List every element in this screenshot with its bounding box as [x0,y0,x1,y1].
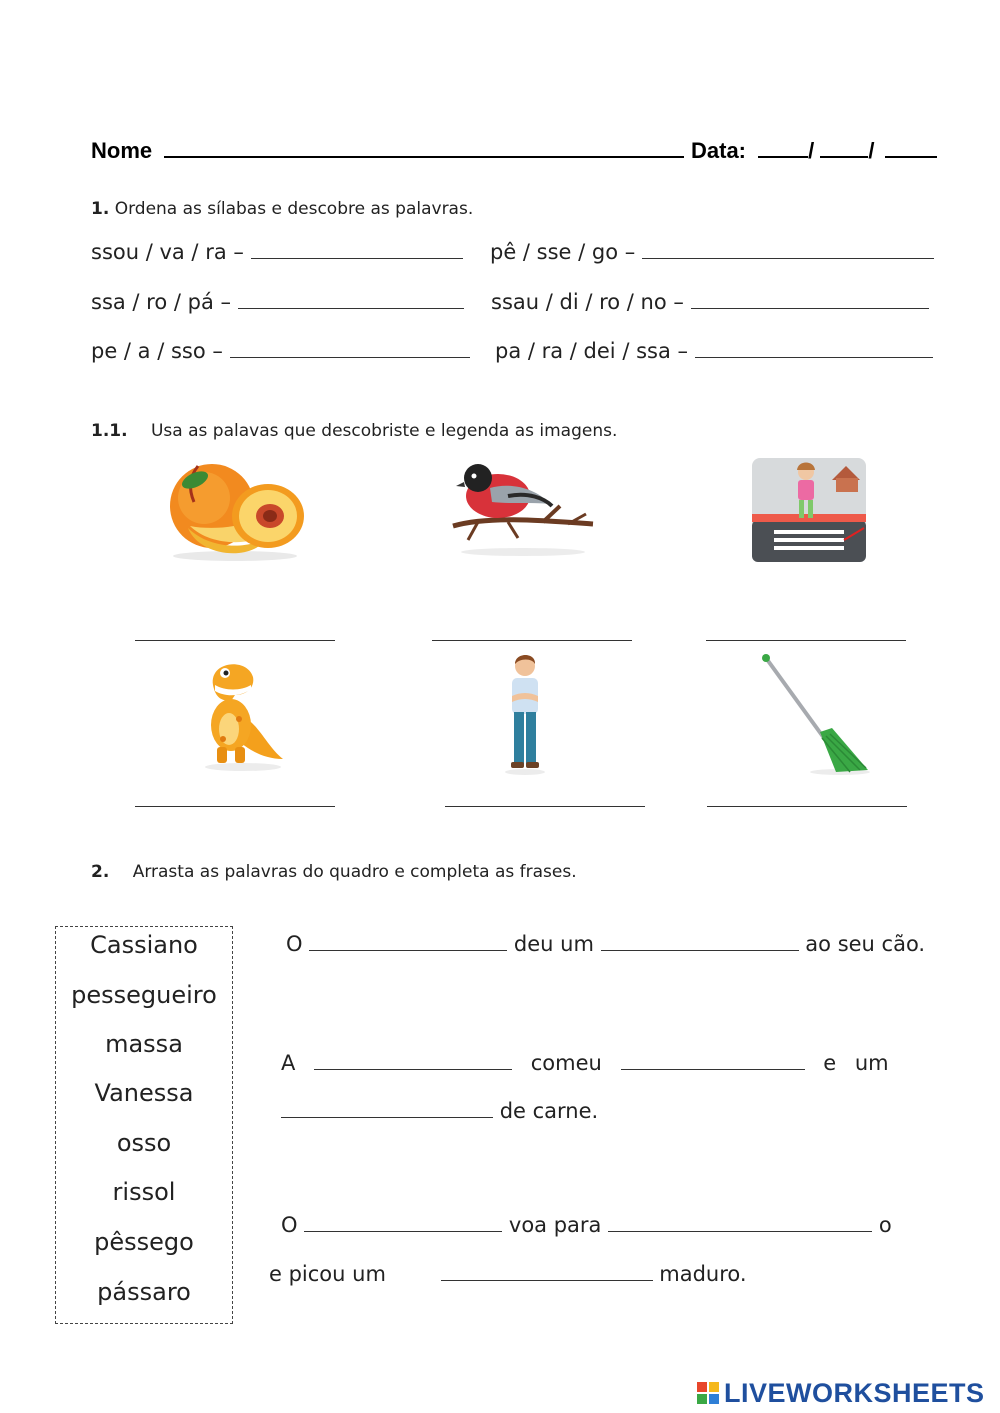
draggable-word[interactable]: Vanessa [94,1079,194,1107]
sentence-text: voa para [508,1213,602,1237]
q1-item [491,290,929,314]
date-year-field[interactable] [885,136,937,158]
q1-syllables: ssa / ro / pá – [91,290,231,314]
drop-zone[interactable] [601,932,799,951]
date-month-field[interactable] [820,136,868,158]
word-bank [55,926,233,1324]
sentence-text: deu um [513,932,594,956]
sentence-text: um [854,1051,889,1075]
q1-syllables: pa / ra / dei / ssa – [495,339,688,363]
q1-title [91,199,473,219]
q1-item [91,339,470,363]
sentence-text: maduro. [659,1262,747,1286]
sentence-text: O [286,932,303,956]
sentence-text: o [878,1213,892,1237]
sentence-1 [286,932,925,956]
caption-field-girl[interactable] [706,640,906,641]
name-field[interactable] [164,136,684,158]
draggable-word[interactable]: massa [105,1030,183,1058]
q1-answer-field[interactable] [251,240,463,259]
sentence-2-cont [281,1099,598,1123]
drop-zone[interactable] [309,932,507,951]
q1-number: 1. [91,199,110,219]
caption-field-bird[interactable] [432,640,632,641]
name-label: Nome [91,138,153,163]
name-row [91,136,684,164]
q1-item [495,339,933,363]
liveworksheets-logo-icon [697,1382,719,1404]
broom-image [760,652,875,777]
sentence-text: de carne. [499,1099,599,1123]
q1-syllables: pe / a / sso – [91,339,223,363]
dinosaur-image [195,655,290,773]
sentence-text: comeu [530,1051,602,1075]
q1-answer-field[interactable] [695,339,933,358]
drop-zone[interactable] [441,1262,653,1281]
sentence-text: O [281,1213,298,1237]
q11-title [91,421,617,441]
sentence-2 [281,1051,889,1075]
date-label: Data: [691,138,747,163]
draggable-word[interactable]: Cassiano [90,931,198,959]
caption-field-peach[interactable] [135,640,335,641]
draggable-word[interactable]: pássaro [97,1278,191,1306]
draggable-word[interactable]: pessegueiro [71,981,217,1009]
drop-zone[interactable] [281,1099,493,1118]
sentence-3-cont [269,1262,747,1286]
date-row [691,136,937,164]
q1-answer-field[interactable] [230,339,470,358]
q1-answer-field[interactable] [691,290,929,309]
q1-instruction: Ordena as sílabas e descobre as palavras. [114,199,474,219]
q11-instruction: Usa as palavas que descobriste e legenda as imagens. [150,421,618,441]
q1-syllables: ssau / di / ro / no – [491,290,684,314]
q1-syllables: pê / sse / go – [490,240,636,264]
q2-number: 2. [91,862,110,882]
sentence-text: e [823,1051,837,1075]
q1-item [91,290,464,314]
sentence-text: A [281,1051,296,1075]
caption-field-dinosaur[interactable] [135,806,335,807]
caption-field-boy[interactable] [445,806,645,807]
drop-zone[interactable] [304,1213,502,1232]
q2-title [91,862,577,882]
bird-image [448,458,598,558]
liveworksheets-logo: LIVEWORKSHEETS [724,1378,985,1408]
date-separator: / [808,138,815,163]
sentence-text: ao seu cão. [805,932,926,956]
draggable-word[interactable]: rissol [112,1178,176,1206]
boy-image [500,652,550,776]
q11-number: 1.1. [91,421,128,441]
sentence-text: e picou um [269,1262,386,1286]
drop-zone[interactable] [608,1213,872,1232]
q1-item [91,240,463,264]
draggable-word[interactable]: osso [116,1129,172,1157]
q2-instruction: Arrasta as palavras do quadro e completa as frases. [132,862,577,882]
q1-answer-field[interactable] [642,240,934,259]
q1-answer-field[interactable] [238,290,464,309]
q1-syllables: ssou / va / ra – [91,240,244,264]
date-day-field[interactable] [758,136,808,158]
peach-image [160,458,310,563]
caption-field-broom[interactable] [707,806,907,807]
drop-zone[interactable] [314,1051,512,1070]
q1-item [490,240,934,264]
date-separator: / [868,138,875,163]
girl-crossing-image [752,458,867,563]
sentence-3 [281,1213,892,1237]
drop-zone[interactable] [621,1051,805,1070]
draggable-word[interactable]: pêssego [94,1228,194,1256]
